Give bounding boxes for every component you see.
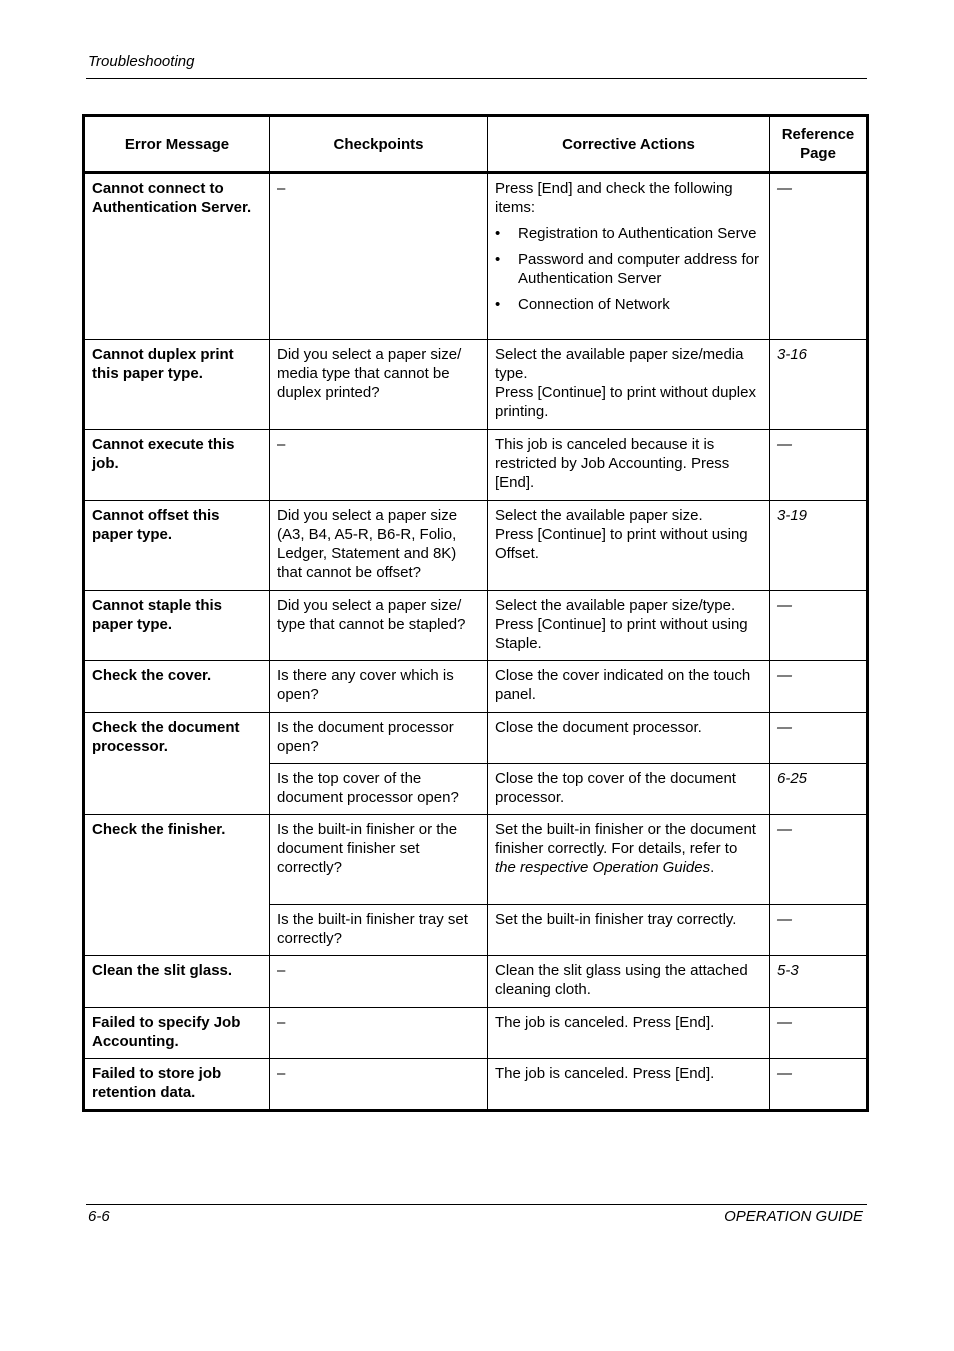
table-row	[84, 1059, 868, 1111]
reference-page: —	[770, 713, 868, 764]
error-message: Cannot duplex print this paper type.	[84, 340, 270, 430]
corrective-action: The job is canceled. Press [End].	[488, 1008, 770, 1059]
reference-page: —	[770, 591, 868, 661]
table-row	[84, 430, 868, 501]
checkpoint: Did you select a paper size/ type that cannot be stapled?	[270, 591, 488, 661]
table-row	[84, 956, 868, 1008]
bullet-text: Connection of Network	[518, 296, 670, 313]
corrective-action	[488, 173, 770, 340]
checkpoint: Did you select a paper size (A3, B4, A5-R, B6-R, Folio, Ledger, Statement and 8K) that cannot be offset?	[270, 501, 488, 591]
error-message: Check the finisher.	[84, 815, 270, 956]
checkpoint: –	[270, 173, 488, 340]
action-text: Set the built-in finisher or the document finisher correctly. For details, refer to	[495, 821, 756, 857]
list-item	[495, 250, 762, 288]
corrective-action	[488, 815, 770, 905]
table-row	[84, 815, 868, 905]
table-header-row	[84, 116, 868, 173]
checkpoint: –	[270, 430, 488, 501]
header-rule	[86, 78, 867, 79]
table-row	[84, 591, 868, 661]
error-message: Cannot staple this paper type.	[84, 591, 270, 661]
bullet-icon: •	[495, 225, 501, 242]
checkpoint: Is the document processor open?	[270, 713, 488, 764]
reference-page: —	[770, 430, 868, 501]
action-reference-text: the respective Operation Guides	[495, 859, 711, 876]
reference-page: 3-16	[770, 340, 868, 430]
guide-name: OPERATION GUIDE	[724, 1208, 863, 1225]
corrective-action	[488, 591, 770, 661]
action-line: Select the available paper size.	[495, 507, 703, 524]
column-header-reference-page: Reference Page	[770, 116, 868, 173]
checkpoint: Is the top cover of the document processor open?	[270, 764, 488, 815]
checkpoint: –	[270, 1008, 488, 1059]
checkpoint: –	[270, 956, 488, 1008]
column-header-error-message: Error Message	[84, 116, 270, 173]
reference-page: —	[770, 1008, 868, 1059]
corrective-action: Close the document processor.	[488, 713, 770, 764]
checkpoint: –	[270, 1059, 488, 1111]
reference-page: —	[770, 661, 868, 713]
corrective-action	[488, 340, 770, 430]
corrective-action: The job is canceled. Press [End].	[488, 1059, 770, 1111]
action-line: Press [Continue] to print without using Staple.	[495, 616, 748, 652]
footer-rule	[86, 1204, 867, 1205]
action-line: Press [Continue] to print without duplex printing.	[495, 384, 756, 420]
column-header-checkpoints: Checkpoints	[270, 116, 488, 173]
table-row	[84, 173, 868, 340]
reference-page: —	[770, 173, 868, 340]
bullet-text: Password and computer address for Authentication Server	[518, 251, 759, 287]
running-header: Troubleshooting	[88, 53, 195, 70]
error-message: Cannot execute this job.	[84, 430, 270, 501]
table-row	[84, 340, 868, 430]
bullet-icon: •	[495, 251, 501, 268]
table-row	[84, 661, 868, 713]
corrective-action: Clean the slit glass using the attached cleaning cloth.	[488, 956, 770, 1008]
reference-page: 5-3	[770, 956, 868, 1008]
reference-page: 6-25	[770, 764, 868, 815]
reference-page: —	[770, 1059, 868, 1111]
table-row	[84, 713, 868, 764]
error-message: Cannot offset this paper type.	[84, 501, 270, 591]
checkpoint: Is there any cover which is open?	[270, 661, 488, 713]
error-message: Failed to specify Job Accounting.	[84, 1008, 270, 1059]
action-bullet-list	[495, 224, 762, 314]
reference-page: —	[770, 815, 868, 905]
action-line: Select the available paper size/media type.	[495, 346, 744, 382]
page-number: 6-6	[88, 1208, 110, 1225]
error-message-table	[82, 114, 869, 1112]
error-message: Check the cover.	[84, 661, 270, 713]
corrective-action: Close the top cover of the document processor.	[488, 764, 770, 815]
table-row	[84, 1008, 868, 1059]
corrective-action: This job is canceled because it is restricted by Job Accounting. Press [End].	[488, 430, 770, 501]
corrective-action	[488, 501, 770, 591]
checkpoint: Is the built-in finisher or the document finisher set correctly?	[270, 815, 488, 905]
list-item	[495, 295, 762, 314]
action-text-end: .	[710, 859, 715, 876]
checkpoint: Did you select a paper size/ media type that cannot be duplex printed?	[270, 340, 488, 430]
error-message: Cannot connect to Authentication Server.	[84, 173, 270, 340]
action-line: Select the available paper size/type.	[495, 597, 736, 614]
error-message: Clean the slit glass.	[84, 956, 270, 1008]
reference-page: —	[770, 905, 868, 956]
reference-page: 3-19	[770, 501, 868, 591]
error-message: Check the document processor.	[84, 713, 270, 815]
bullet-icon: •	[495, 296, 501, 313]
corrective-action: Set the built-in finisher tray correctly.	[488, 905, 770, 956]
bullet-text: Registration to Authentication Serve	[518, 225, 757, 242]
table-row	[84, 501, 868, 591]
action-line: Press [Continue] to print without using Offset.	[495, 526, 748, 562]
list-item	[495, 224, 762, 243]
corrective-action: Close the cover indicated on the touch panel.	[488, 661, 770, 713]
error-message: Failed to store job retention data.	[84, 1059, 270, 1111]
checkpoint: Is the built-in finisher tray set correctly?	[270, 905, 488, 956]
column-header-corrective-actions: Corrective Actions	[488, 116, 770, 173]
action-intro: Press [End] and check the following items:	[495, 180, 733, 216]
